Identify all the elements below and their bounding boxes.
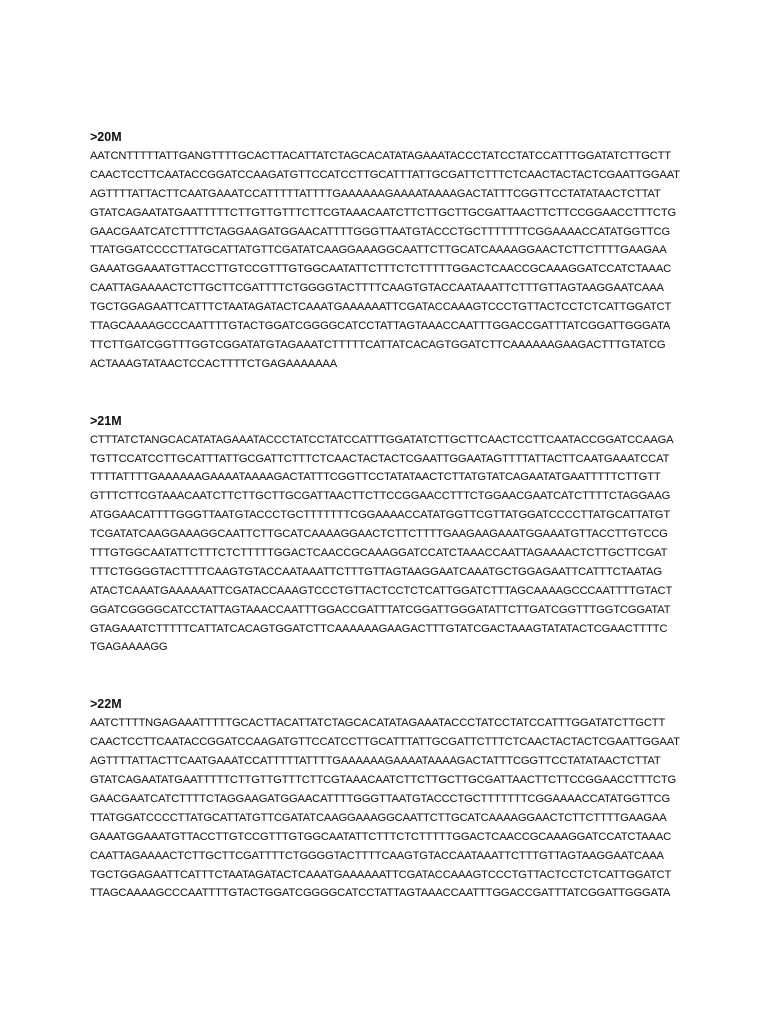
sequence-line: CAACTCCTTCAATACCGGATCCAAGATGTTCCATCCTTGCATTTATTGCGATTCTTTCTCAACTACTACTCGAATTGGAAT	[90, 168, 680, 181]
sequence-line: CAACTCCTTCAATACCGGATCCAAGATGTTCCATCCTTGCATTTATTGCGATTCTTTCTCAACTACTACTCGAATTGGAAT	[90, 736, 680, 749]
sequence-line: CAATTAGAAAACTCTTGCTTCGATTTTCTGGGGTACTTTTCAAGTGTACCAATAAATTCTTTGTTAGTAAGGAATCAAA	[90, 849, 664, 862]
sequence-line: GTAGAAATCTTTTTCATTATCACAGTGGATCTTCAAAAAAGAAGACTTTGTATCGACTAAAGTATATACTCGAACTTTTC	[90, 622, 668, 635]
sequence-line: TTTCTGGGGTACTTTTCAAGTGTACCAATAAATTCTTTGTTAGTAAGGAATCAAATGCTGGAGAATTCATTTCTAATAG	[90, 565, 662, 578]
record-header: >21M	[90, 413, 122, 428]
sequence-line: GAACGAATCATCTTTTCTAGGAAGATGGAACATTTTGGGTTAATGTACCCTGCTTTTTTTCGGAAAACCATATGGTTCG	[90, 225, 671, 238]
sequence-line: TCGATATCAAGGAAAGGCAATTCTTGCATCAAAAGGAACTCTTCTTTTGAAGAAGAAATGGAAATGTTACCTTGTCCG	[90, 528, 668, 541]
sequence-line: TGCTGGAGAATTCATTTCTAATAGATACTCAAATGAAAAAATTCGATACCAAAGTCCCTGTTACTCCTCTCATTGGATCT	[90, 301, 672, 314]
sequence-line: CAATTAGAAAACTCTTGCTTCGATTTTCTGGGGTACTTTTCAAGTGTACCAATAAATTCTTTGTTAGTAAGGAATCAAA	[90, 282, 664, 295]
document-page	[90, 128, 690, 903]
sequence-line: GTATCAGAATATGAATTTTTCTTGTTGTTTCTTCGTAAACAATCTTCTTGCTTGCGATTAACTTCTTCCGGAACCTTTCTG	[90, 206, 677, 219]
sequence-line: AATCNTTTTTATTGANGTTTTGCACTTACATTATCTAGCACATATAGAAATACCCTATCCTATCCATTTGGATATCTTGCTT	[90, 150, 671, 162]
sequence-line: CTTTATCTANGCACATATAGAAATACCCTATCCTATCCATTTGGATATCTTGCTTCAACTCCTTCAATACCGGATCCAAGA	[90, 433, 674, 446]
sequence-line: GAAATGGAAATGTTACCTTGTCCGTTTGTGGCAATATTCTTTCTCTTTTTGGACTCAACCGCAAAGGATCCATCTAAAC	[90, 830, 672, 843]
sequence-line: TGCTGGAGAATTCATTTCTAATAGATACTCAAATGAAAAAATTCGATACCAAAGTCCCTGTTACTCCTCTCATTGGATCT	[90, 868, 672, 881]
sequence-line: TTTGTGGCAATATTCTTTCTCTTTTTGGACTCAACCGCAAAGGATCCATCTAAACCAATTAGAAAACTCTTGCTTCGAT	[90, 547, 668, 560]
sequence-record-22m	[90, 695, 690, 903]
sequence-record-21m	[90, 412, 690, 658]
sequence-record-20m	[90, 128, 690, 374]
sequence-line: TTATGGATCCCCTTATGCATTATGTTCGATATCAAGGAAAGGCAATTCTTGCATCAAAAGGAACTCTTCTTTTGAAGAA	[90, 811, 667, 824]
record-header: >22M	[90, 697, 122, 712]
sequence-line: GAAATGGAAATGTTACCTTGTCCGTTTGTGGCAATATTCTTTCTCTTTTTGGACTCAACCGCAAAGGATCCATCTAAAC	[90, 263, 672, 276]
sequence-line: TTCTTGATCGGTTTGGTCGGATATGTAGAAATCTTTTTCATTATCACAGTGGATCTTCAAAAAAGAAGACTTTGTATCG	[90, 338, 666, 351]
sequence-line: TTTTATTTTGAAAAAAGAAAATAAAAGACTATTTCGGTTCCTATATAACTCTTATGTATCAGAATATGAATTTTTCTTGTT	[90, 471, 661, 484]
sequence-line: ACTAAAGTATAACTCCACTTTTCTGAGAAAAAAA	[90, 357, 338, 370]
sequence-line: TGTTCCATCCTTGCATTTATTGCGATTCTTTCTCAACTACTACTCGAATTGGAATAGTTTTATTACTTCAATGAAATCCAT	[90, 452, 670, 465]
sequence-line: TTATGGATCCCCTTATGCATTATGTTCGATATCAAGGAAAGGCAATTCTTGCATCAAAAGGAACTCTTCTTTTGAAGAA	[90, 244, 667, 257]
sequence-line: TGAGAAAAGG	[90, 641, 168, 654]
sequence-line: GTATCAGAATATGAATTTTTCTTGTTGTTTCTTCGTAAACAATCTTCTTGCTTGCGATTAACTTCTTCCGGAACCTTTCTG	[90, 774, 677, 787]
sequence-line: TTAGCAAAAGCCCAATTTTGTACTGGATCGGGGCATCCTATTAGTAAACCAATTTGGACCGATTTATCGGATTGGGATA	[90, 887, 671, 900]
sequence-line: ATGGAACATTTTGGGTTAATGTACCCTGCTTTTTTTCGGAAAACCATATGGTTCGTTATGGATCCCCTTATGCATTATGT	[90, 509, 671, 522]
sequence-line: GGATCGGGGCATCCTATTAGTAAACCAATTTGGACCGATTTATCGGATTGGGATATTCTTGATCGGTTTGGTCGGATAT	[90, 603, 671, 616]
sequence-line: GTTTCTTCGTAAACAATCTTCTTGCTTGCGATTAACTTCTTCCGGAACCTTTCTGGAACGAATCATCTTTTCTAGGAAG	[90, 490, 671, 503]
sequence-line: AGTTTTATTACTTCAATGAAATCCATTTTTATTTTGAAAAAAGAAAATAAAAGACTATTTCGGTTCCTATATAACTCTTAT	[90, 187, 661, 200]
sequence-line: TTAGCAAAAGCCCAATTTTGTACTGGATCGGGGCATCCTATTAGTAAACCAATTTGGACCGATTTATCGGATTGGGATA	[90, 320, 671, 333]
sequence-line: AATCTTTTNGAGAAATTTTTGCACTTACATTATCTAGCACATATAGAAATACCCTATCCTATCCATTTGGATATCTTGCTT	[90, 717, 666, 730]
sequence-line: GAACGAATCATCTTTTCTAGGAAGATGGAACATTTTGGGTTAATGTACCCTGCTTTTTTTCGGAAAACCATATGGTTCG	[90, 792, 671, 805]
sequence-line: ATACTCAAATGAAAAAATTCGATACCAAAGTCCCTGTTACTCCTCTCATTGGATCTTTAGCAAAAGCCCAATTTTGTACT	[90, 584, 673, 597]
record-header: >20M	[90, 130, 122, 144]
sequence-line: AGTTTTATTACTTCAATGAAATCCATTTTTATTTTGAAAAAAGAAAATAAAAGACTATTTCGGTTCCTATATAACTCTTAT	[90, 755, 661, 768]
